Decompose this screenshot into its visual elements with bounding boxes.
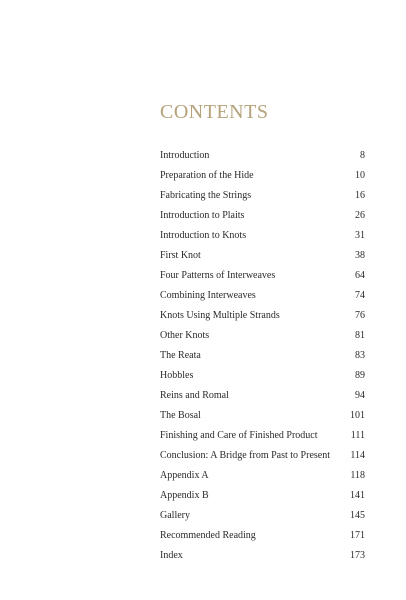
toc-entry-title: Appendix B	[160, 490, 209, 501]
page-title: CONTENTS	[160, 101, 269, 123]
toc-entry-page-number: 16	[355, 190, 365, 201]
toc-entry-page-number: 111	[350, 430, 365, 441]
toc-entry-title: Appendix A	[160, 470, 209, 481]
toc-entry	[160, 546, 365, 566]
toc-entry-page-number: 8	[360, 150, 365, 161]
toc-list	[160, 146, 365, 566]
toc-entry-title: Other Knots	[160, 330, 210, 341]
toc-entry-page-number: 173	[350, 550, 365, 561]
toc-entry-page-number: 10	[355, 170, 365, 181]
toc-entry-title: Fabricating the Strings	[160, 190, 252, 201]
toc-entry-title: Index	[160, 550, 183, 561]
toc-entry-page-number: 118	[350, 470, 365, 481]
toc-entry	[160, 526, 365, 546]
toc-entry-page-number: 81	[355, 330, 365, 341]
toc-entry-title: Finishing and Care of Finished Product	[160, 430, 318, 441]
toc-entry	[160, 246, 365, 266]
toc-entry-title: Hobbles	[160, 370, 194, 381]
toc-entry	[160, 206, 365, 226]
toc-entry-page-number: 38	[355, 250, 365, 261]
toc-entry	[160, 166, 365, 186]
toc-entry-page-number: 74	[355, 290, 365, 301]
toc-entry-page-number: 83	[355, 350, 365, 361]
toc-entry	[160, 446, 365, 466]
toc-entry-page-number: 171	[350, 530, 365, 541]
toc-entry	[160, 186, 365, 206]
toc-entry-page-number: 101	[350, 410, 365, 421]
toc-entry-title: The Bosal	[160, 410, 201, 421]
toc-entry	[160, 506, 365, 526]
toc-entry-title: The Reata	[160, 350, 201, 361]
toc-entry-title: Introduction	[160, 150, 210, 161]
toc-entry-title: Introduction to Plaits	[160, 210, 245, 221]
toc-entry	[160, 306, 365, 326]
toc-entry-page-number: 64	[355, 270, 365, 281]
toc-entry	[160, 486, 365, 506]
toc-entry	[160, 406, 365, 426]
toc-entry-page-number: 26	[355, 210, 365, 221]
toc-entry-page-number: 145	[350, 510, 365, 521]
toc-entry-page-number: 89	[355, 370, 365, 381]
toc-entry	[160, 326, 365, 346]
toc-entry-title: Recommended Reading	[160, 530, 256, 541]
toc-entry-title: Reins and Romal	[160, 390, 229, 401]
toc-entry-page-number: 94	[355, 390, 365, 401]
toc-entry-title: Combining Interweaves	[160, 290, 256, 301]
toc-entry	[160, 266, 365, 286]
toc-entry-title: Preparation of the Hide	[160, 170, 254, 181]
toc-entry	[160, 226, 365, 246]
toc-entry-title: Four Patterns of Interweaves	[160, 270, 276, 281]
toc-entry	[160, 346, 365, 366]
toc-entry-page-number: 141	[350, 490, 365, 501]
toc-entry-title: Introduction to Knots	[160, 230, 247, 241]
toc-entry	[160, 426, 365, 446]
toc-entry-title: Conclusion: A Bridge from Past to Present	[160, 450, 330, 461]
toc-entry	[160, 146, 365, 166]
toc-entry-page-number: 114	[350, 450, 365, 461]
toc-entry	[160, 386, 365, 406]
toc-entry	[160, 286, 365, 306]
toc-entry-title: First Knot	[160, 250, 201, 261]
toc-entry-title: Gallery	[160, 510, 190, 521]
toc-entry	[160, 366, 365, 386]
toc-entry-page-number: 76	[355, 310, 365, 321]
toc-entry-title: Knots Using Multiple Strands	[160, 310, 280, 321]
toc-entry-page-number: 31	[355, 230, 365, 241]
toc-entry	[160, 466, 365, 486]
